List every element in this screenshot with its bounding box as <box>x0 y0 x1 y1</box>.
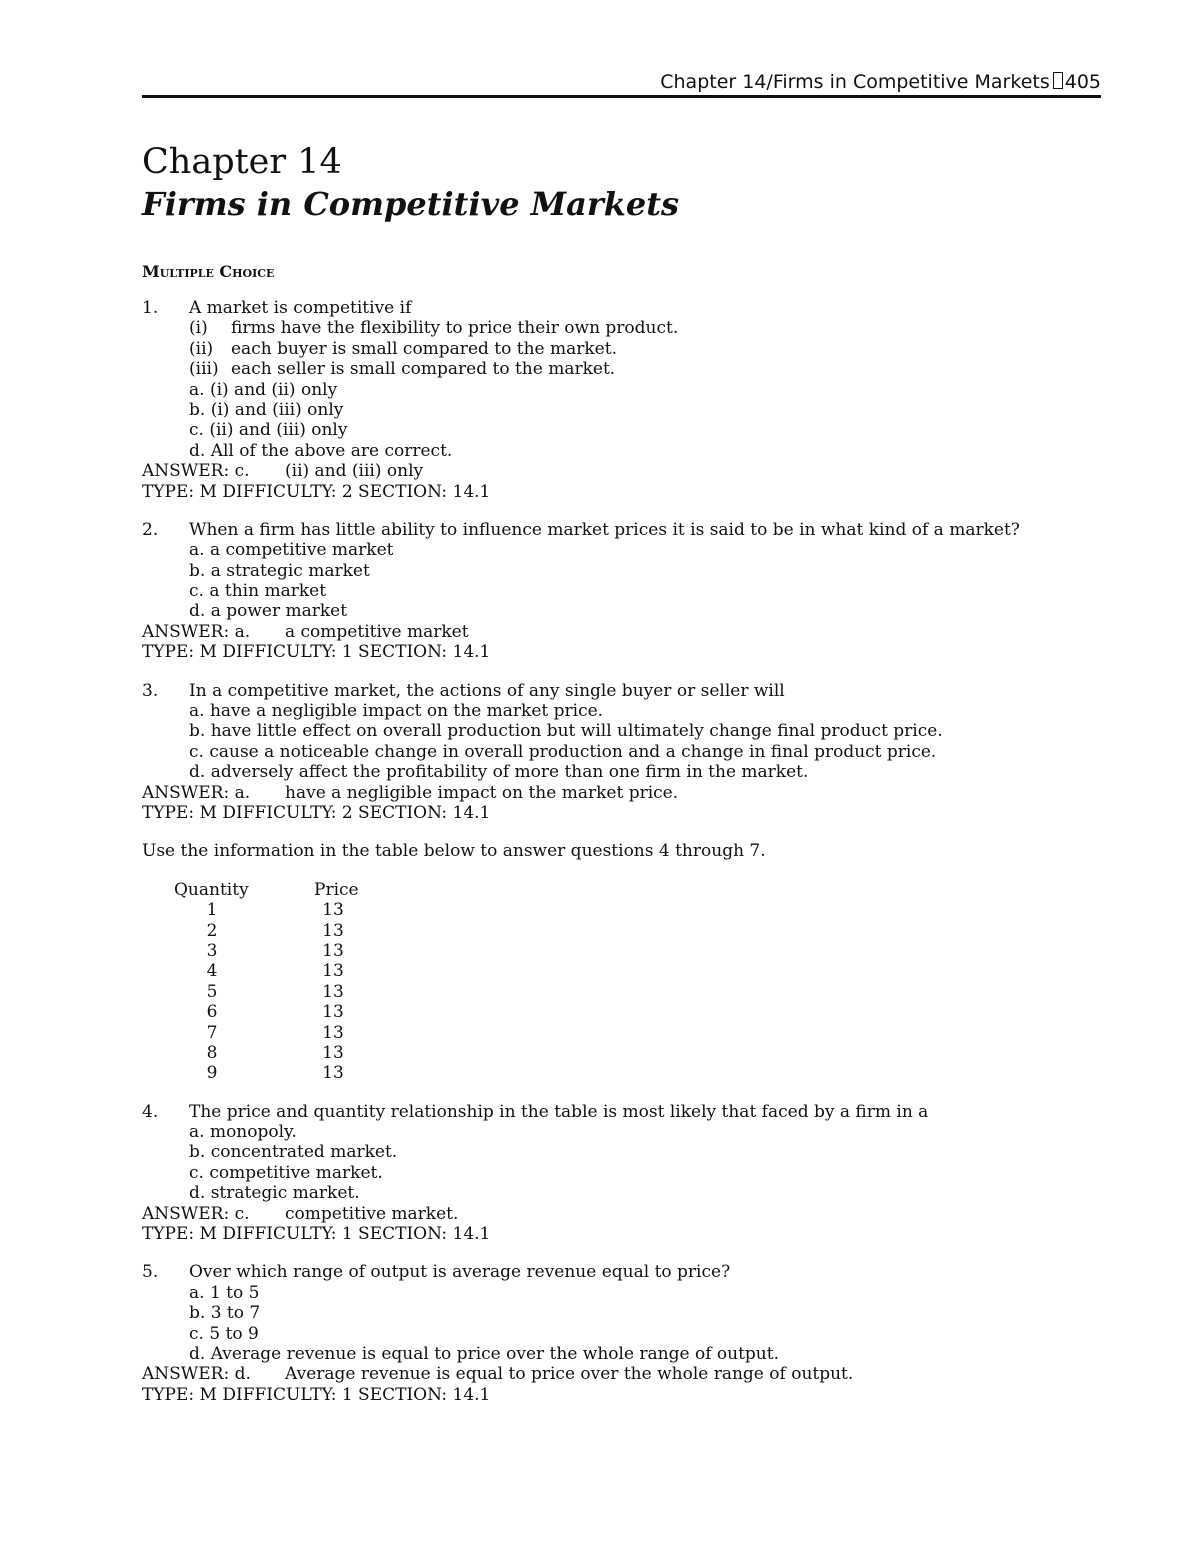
option <box>142 721 1102 741</box>
option-text: Average revenue is equal to price over the whole range of output. <box>210 1343 779 1364</box>
statement <box>142 359 1102 379</box>
question-3 <box>142 681 1102 824</box>
question-text: The price and quantity relationship in the table is most likely that faced by a firm in a <box>189 1101 929 1122</box>
answer-prefix: ANSWER: c. <box>142 1203 250 1224</box>
question-text: When a firm has little ability to influence market prices it is said to be in what kind of a market? <box>189 519 1020 540</box>
answer-line <box>142 1204 1102 1224</box>
option-text: (i) and (ii) only <box>209 379 338 400</box>
option-label: c. <box>189 1162 204 1183</box>
option-text: a power market <box>210 601 348 622</box>
question-content <box>142 298 1102 1405</box>
spacer <box>142 663 1102 681</box>
table-cell-price: 13 <box>322 981 344 1002</box>
option <box>142 581 1102 601</box>
option-label: d. <box>189 1183 206 1204</box>
table-header-quantity: Quantity <box>174 879 249 900</box>
table-cell-price: 13 <box>322 961 344 982</box>
option-label: a. <box>189 379 205 400</box>
option-text: (ii) and (iii) only <box>209 420 348 441</box>
spacer <box>142 823 1102 841</box>
option <box>142 1163 1102 1183</box>
option <box>142 400 1102 420</box>
option-label: d. <box>189 601 206 622</box>
spacer <box>142 1084 1102 1102</box>
answer-text: Average revenue is equal to price over the whole range of output. <box>285 1364 854 1385</box>
spacer <box>142 862 1102 880</box>
table-row <box>142 921 1102 941</box>
statement <box>142 318 1102 338</box>
answer-prefix: ANSWER: d. <box>142 1364 251 1385</box>
statement-text: each buyer is small compared to the market. <box>231 338 617 359</box>
option-label: b. <box>189 399 206 420</box>
question-1 <box>142 298 1102 502</box>
option-label: c. <box>189 581 204 602</box>
table-cell-price: 13 <box>322 1063 344 1084</box>
option-label: a. <box>189 701 205 722</box>
table-header-row <box>142 880 1102 900</box>
option-text: have little effect on overall production but will ultimately change final product price. <box>210 721 943 742</box>
quantity-price-table <box>142 880 1102 1084</box>
statement <box>142 339 1102 359</box>
answer-text: (ii) and (iii) only <box>285 461 424 482</box>
question-number: 5. <box>142 1262 159 1283</box>
answer-prefix: ANSWER: a. <box>142 621 251 642</box>
table-cell-quantity: 7 <box>206 1022 218 1043</box>
box-glyph-icon <box>1053 72 1063 89</box>
running-title: Chapter 14/Firms in Competitive Markets <box>660 71 1050 93</box>
answer-prefix: ANSWER: c. <box>142 461 250 482</box>
statement-text: firms have the flexibility to price their own product. <box>231 318 679 339</box>
question-number: 2. <box>142 519 159 540</box>
table-cell-quantity: 3 <box>206 940 218 961</box>
question-stem <box>142 298 1102 318</box>
option-text: All of the above are correct. <box>210 440 453 461</box>
table-row <box>142 1002 1102 1022</box>
spacer <box>142 502 1102 520</box>
question-number: 1. <box>142 298 159 318</box>
option <box>142 601 1102 621</box>
question-text: Over which range of output is average revenue equal to price? <box>189 1262 731 1283</box>
question-stem <box>142 681 1102 701</box>
option <box>142 561 1102 581</box>
table-row <box>142 1023 1102 1043</box>
option <box>142 1324 1102 1344</box>
option-label: d. <box>189 440 206 461</box>
table-row <box>142 1043 1102 1063</box>
question-stem <box>142 1102 1102 1122</box>
option-label: b. <box>189 1303 206 1324</box>
running-header <box>660 70 1101 94</box>
question-number: 4. <box>142 1101 159 1122</box>
table-row <box>142 900 1102 920</box>
answer-line <box>142 461 1102 481</box>
answer-line <box>142 1364 1102 1384</box>
option-label: a. <box>189 1282 205 1303</box>
option <box>142 1283 1102 1303</box>
table-row <box>142 961 1102 981</box>
answer-text: a competitive market <box>285 621 469 642</box>
statement-text: each seller is small compared to the market. <box>231 359 616 380</box>
question-text: In a competitive market, the actions of any single buyer or seller will <box>189 680 785 701</box>
table-row <box>142 941 1102 961</box>
answer-prefix: ANSWER: a. <box>142 782 251 803</box>
option-text: 1 to 5 <box>209 1282 260 1303</box>
option-text: adversely affect the profitability of more than one firm in the market. <box>210 762 809 783</box>
option-label: d. <box>189 1343 206 1364</box>
question-4 <box>142 1102 1102 1245</box>
question-meta: TYPE: M DIFFICULTY: 1 SECTION: 14.1 <box>142 1224 491 1245</box>
question-stem <box>142 520 1102 540</box>
option-text: cause a noticeable change in overall production and a change in final product price. <box>209 741 937 762</box>
table-cell-quantity: 6 <box>206 1002 218 1023</box>
section-heading: Multiple Choice <box>142 262 275 281</box>
table-header-price: Price <box>314 879 359 900</box>
chapter-subtitle: Firms in Competitive Markets <box>142 185 680 223</box>
option-text: (i) and (iii) only <box>210 399 344 420</box>
option-label: c. <box>189 741 204 762</box>
table-cell-quantity: 2 <box>206 920 218 941</box>
page-header <box>142 68 1101 98</box>
table-cell-quantity: 8 <box>206 1042 218 1063</box>
option-label: b. <box>189 1142 206 1163</box>
table-cell-price: 13 <box>322 1002 344 1023</box>
option-text: monopoly. <box>209 1122 297 1143</box>
table-cell-price: 13 <box>322 1042 344 1063</box>
option-label: a. <box>189 1122 205 1143</box>
statement-label: (ii) <box>189 338 214 359</box>
table-cell-price: 13 <box>322 940 344 961</box>
option <box>142 1183 1102 1203</box>
option <box>142 540 1102 560</box>
statement-label: (iii) <box>189 359 219 380</box>
question-meta: TYPE: M DIFFICULTY: 2 SECTION: 14.1 <box>142 481 491 502</box>
option <box>142 420 1102 440</box>
question-number: 3. <box>142 680 159 701</box>
table-cell-quantity: 9 <box>206 1063 218 1084</box>
option-text: concentrated market. <box>210 1142 398 1163</box>
table-cell-quantity: 1 <box>206 900 218 921</box>
option <box>142 380 1102 400</box>
table-cell-quantity: 4 <box>206 961 218 982</box>
option-label: d. <box>189 762 206 783</box>
option-text: a strategic market <box>210 560 370 581</box>
table-row <box>142 982 1102 1002</box>
chapter-title: Chapter 14 <box>142 142 342 182</box>
question-text: A market is competitive if <box>189 298 412 318</box>
option-text: 3 to 7 <box>210 1303 261 1324</box>
question-2 <box>142 520 1102 663</box>
option <box>142 1344 1102 1364</box>
answer-line <box>142 783 1102 803</box>
option-label: b. <box>189 721 206 742</box>
option-label: c. <box>189 1323 204 1344</box>
table-row <box>142 1063 1102 1083</box>
option <box>142 1142 1102 1162</box>
option <box>142 1122 1102 1142</box>
option-label: b. <box>189 560 206 581</box>
option-label: a. <box>189 540 205 561</box>
option <box>142 762 1102 782</box>
option-text: competitive market. <box>209 1162 383 1183</box>
answer-text: competitive market. <box>285 1203 459 1224</box>
page-number: 405 <box>1064 71 1101 93</box>
question-meta: TYPE: M DIFFICULTY: 1 SECTION: 14.1 <box>142 642 491 663</box>
statement-label: (i) <box>189 318 208 339</box>
question-5 <box>142 1262 1102 1405</box>
option <box>142 742 1102 762</box>
option <box>142 441 1102 461</box>
option-label: c. <box>189 420 204 441</box>
question-meta: TYPE: M DIFFICULTY: 2 SECTION: 14.1 <box>142 802 491 823</box>
table-cell-price: 13 <box>322 920 344 941</box>
question-stem <box>142 1262 1102 1282</box>
answer-text: have a negligible impact on the market price. <box>285 782 679 803</box>
spacer <box>142 1244 1102 1262</box>
option-text: a competitive market <box>209 540 394 561</box>
table-cell-price: 13 <box>322 1022 344 1043</box>
option-text: have a negligible impact on the market price. <box>209 701 604 722</box>
option <box>142 701 1102 721</box>
option-text: 5 to 9 <box>209 1323 259 1344</box>
table-cell-quantity: 5 <box>206 981 218 1002</box>
table-intro: Use the information in the table below to answer questions 4 through 7. <box>142 841 766 862</box>
option-text: a thin market <box>209 581 327 602</box>
question-meta: TYPE: M DIFFICULTY: 1 SECTION: 14.1 <box>142 1384 491 1405</box>
option <box>142 1303 1102 1323</box>
option-text: strategic market. <box>210 1183 360 1204</box>
table-cell-price: 13 <box>322 900 344 921</box>
answer-line <box>142 622 1102 642</box>
